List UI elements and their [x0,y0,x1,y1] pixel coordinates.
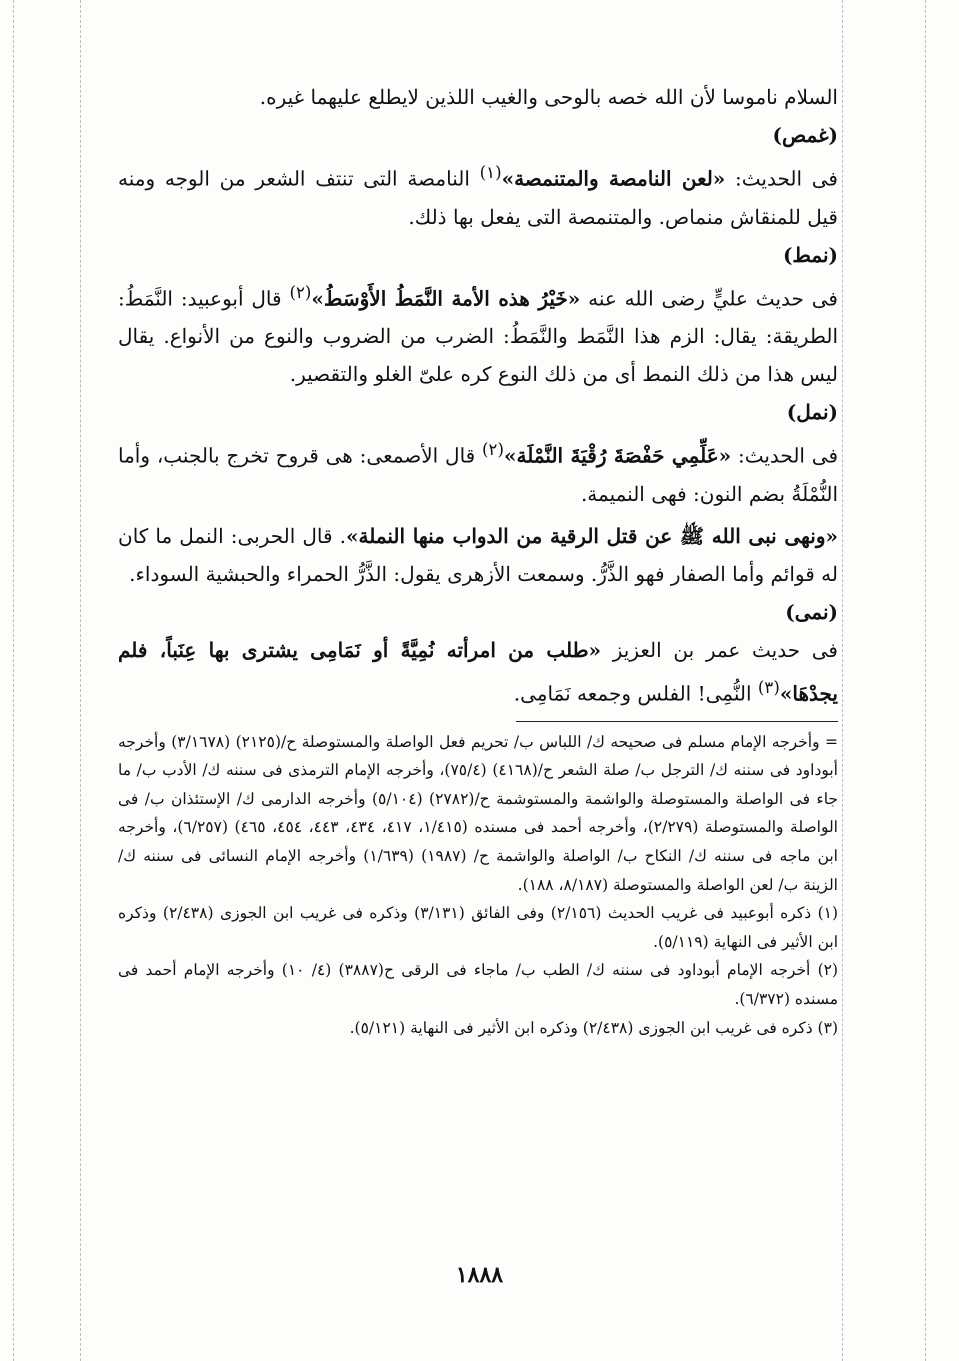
text-rest: قال الأصمعى: هى قروح تخرج بالجنب، وأما النُّمْلَةُ بضم النون: فهى النميمة. [118,443,838,506]
footnote-continuation: = وأخرجه الإمام مسلم فى صحيحه ك/ اللباس ب/ تحريم فعل الواصلة والمستوصلة ح/(٢١٢٥) (٣/١٦٧٨) وأخرجه أبوداود فى سننه ك/ الترجل ب/ صلة الشعر ح/(٤١٦٨) (٧٥/٤)، وأخرجه الإمام الترمذى فى سننه ك/ الأدب ب/ ما جاء فى الواصلة والمستوصلة والواشمة والمستوشمة ح/(٢٧٨٢) (٥/١٠٤) وأخرجه الدارمى ك/ الإستئذان ب/ فى الواصلة والمستوصلة (٢/٢٧٩)، وأخرجه أحمد فى مسنده (١/٤١٥، ٤١٧، ٤٣٤، ٤٤٣، ٤٥٤، ٤٦٥) (٦/٢٥٧)، وأخرجه ابن ماجه فى سننه ك/ النكاح ب/ الواصلة والواشمة ح/ (١٩٨٧) (١/٦٣٩) وأخرجه الإمام النسائى فى سننه ك/ الزينة ب/ لعن الواصلة والمستوصلة (٨/١٨٧، ١٨٨). [118,732,839,894]
entry-heading-naml: (نمل) [786,400,838,425]
continuation-line: السلام ناموسا لأن الله خصه بالوحى والغيب اللذين لايطلع عليهما غيره. [259,85,838,109]
footnote-ref: (٢) [482,440,504,460]
hadith-quote: «خَيْرُ هذه الأمة النَّمَطُ الأَوْسَطُ» [311,286,581,311]
footnote-ref: (٢) [289,282,312,302]
margin-guide [925,0,926,1361]
page-body [118,78,838,1044]
margin-guide [13,0,14,1361]
footnotes [118,728,838,1043]
margin-guide [842,0,843,1361]
entry-heading-nami: (نمى) [785,599,838,624]
page-number: ١٨٨٨ [455,1262,504,1288]
text-lead: فى حديث عمر بن العزيز [601,637,838,662]
text-rest: . قال الحربى: النمل ما كان له قوائم وأما الصفار فهو الذَّرُّ. وسمعت الأزهرى يقول: الذَّرُّ الحمراء والحبشية السوداء. [118,523,838,586]
text-rest: النامصة التى تنتف الشعر من الوجه ومنه قيل للمنقاش منماص. والمتنمصة التى يفعل بها ذلك. [118,166,838,229]
entry-paragraph-namt [118,274,838,394]
text-lead: فى الحديث: [731,443,839,468]
hadith-quote: «لعن النامصة والمتنمصة» [501,166,726,191]
footnote-ref: (١) [479,163,502,182]
entry-paragraph-ghms [118,154,838,236]
footnote-ref: (٣) [757,677,780,697]
footnote-3: (٣) ذكره فى غريب ابن الجوزى (٢/٤٣٨) وذكره ابن الأثير فى النهاية (٥/١٢١). [349,1018,838,1037]
text-rest: النُّمِى! الفلس وجمعه نَمَامِى. [513,681,758,706]
entry-paragraph-naml [118,431,838,513]
entry-heading-ghms: (غمص) [772,123,838,147]
hadith-quote: «عَلِّمِي حَفْصَةَ رُقْيَةَ النَّمْلَة» [504,443,732,468]
text-lead: فى الحديث: [725,166,838,191]
footnote-2: (٢) أخرجه الإمام أبوداود فى سننه ك/ الطب ب/ ماجاء فى الرقى ح(٣٨٨٧) (٤/ ١٠) وأخرجه الإمام أحمد فى مسنده (٦/٣٧٢). [118,961,839,1008]
margin-guide [80,0,81,1361]
footnote-1: (١) ذكره أبوعبيد فى غريب الحديث (٢/١٥٦) وفى الفائق (٣/١٣١) وذكره فى غريب ابن الجوزى (٢/٤٣٨) وذكره ابن الأثير فى النهاية (٥/١١٩). [118,904,839,951]
text-lead: فى حديث عليٍّ رضى الله عنه [580,286,838,311]
entry-heading-namt: (نمط) [782,242,838,267]
footnote-separator [516,721,838,722]
entry-paragraph-nami [118,631,838,713]
hadith-quote: «طلب من امرأته نُمِيَّةً أو نَمَامِى يشترى بها عِنَباً، فلم يجدْهَا» [118,637,838,706]
entry-paragraph-naml-2 [118,517,838,593]
hadith-quote: «ونهى نبى الله ﷺ عن قتل الرقية من الدواب منها النملة» [345,523,838,548]
text-rest: قال أبوعبيد: النَّمَطُ: الطريقة: يقال: الزم هذا النَّمَط والنَّمَطُ: الضرب من الضروب والنوع من الأنواع. يقال ليس هذا من ذلك النمط أى من ذلك النوع كره علىّ الغلو والتقصير. [118,286,838,387]
